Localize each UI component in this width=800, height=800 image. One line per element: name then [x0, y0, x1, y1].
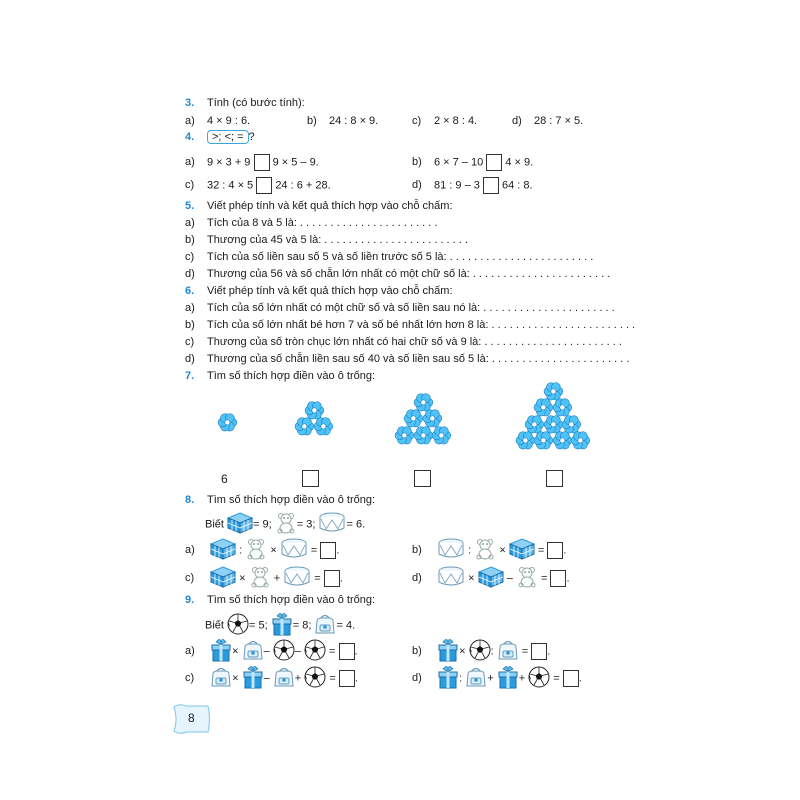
- q7-answer-box-2[interactable]: [414, 470, 431, 487]
- backpack-icon: [497, 639, 519, 664]
- q7-answer-box-1[interactable]: [302, 470, 319, 487]
- backpack-icon: [465, 666, 487, 691]
- q3-item-b: b) 24 : 8 × 9.: [307, 115, 379, 127]
- q8-title: Tìm số thích hợp điền vào ô trống:: [207, 494, 376, 506]
- q9-given: Biết = 5; = 8; = 4.: [205, 612, 355, 639]
- q6-number: 6.: [185, 285, 195, 297]
- drum-icon: [280, 538, 308, 563]
- q3-heading: [185, 97, 305, 109]
- q4-question-mark: ?: [248, 131, 255, 143]
- gift-box-icon: [242, 665, 264, 692]
- soccer-ball-icon: [528, 666, 550, 691]
- q4-heading: [185, 130, 255, 144]
- q9-title: Tìm số thích hợp điền vào ô trống:: [207, 594, 376, 606]
- compare-box-a[interactable]: [254, 154, 270, 171]
- gift-box-icon: [210, 638, 232, 665]
- q8-answer-box-c[interactable]: [324, 570, 340, 587]
- q4-item-c: c) 32 : 4 × 5 24 : 6 + 28.: [185, 177, 331, 194]
- teddy-bear-icon: [516, 566, 538, 591]
- q3-title: Tính (có bước tính):: [207, 97, 305, 109]
- teddy-bear-icon: [245, 538, 267, 563]
- soccer-ball-icon: [304, 666, 326, 691]
- gift-box-icon: [271, 612, 293, 639]
- q9-number: 9.: [185, 594, 195, 606]
- backpack-icon: [242, 639, 264, 664]
- soccer-ball-icon: [227, 613, 249, 638]
- q9-item-a: a) × – – = .: [185, 638, 358, 665]
- q6-item-c: c) Thương của số tròn chục lớn nhất có hai chữ số và 9 là: . . . . . . . . . . . . . . . . . . . . . . .: [185, 336, 622, 348]
- q6-title: Viết phép tính và kết quả thích hợp vào chỗ chấm:: [207, 285, 453, 297]
- teddy-bear-icon: [275, 512, 297, 537]
- q9-item-c: c) × – + = .: [185, 665, 358, 692]
- q9-item-b: b) × : = .: [412, 638, 550, 665]
- q3-item-a: a) 4 × 9 : 6.: [185, 115, 251, 127]
- q8-given: Biết = 9; = 3; = 6.: [205, 512, 365, 537]
- rubik-cube-icon: [210, 538, 236, 563]
- q3-number: 3.: [185, 97, 195, 109]
- drum-icon: [437, 538, 465, 563]
- q6-item-d: d) Thương của số chẵn liền sau số 40 và số liền sau số 5 là: . . . . . . . . . . . . . . . . . . . . . . .: [185, 353, 630, 365]
- q7-first-value: 6: [221, 472, 228, 486]
- q6-item-a: a) Tích của số lớn nhất có một chữ số và số liền sau nó là: . . . . . . . . . . . . . . . . . . . . . .: [185, 302, 615, 314]
- q9-answer-box-b[interactable]: [531, 643, 547, 660]
- q6-heading: [185, 285, 453, 297]
- q5-item-c: c) Tích của số liền sau số 5 và số liền trước số 5 là: . . . . . . . . . . . . . . . . . . . . . . . .: [185, 251, 594, 263]
- backpack-icon: [273, 666, 295, 691]
- q7-number: 7.: [185, 370, 195, 382]
- rubik-cube-icon: [509, 538, 535, 563]
- compare-box-c[interactable]: [256, 177, 272, 194]
- q4-item-d: d) 81 : 9 – 3 64 : 8.: [412, 177, 533, 194]
- q8-answer-box-d[interactable]: [550, 570, 566, 587]
- q9-answer-box-a[interactable]: [339, 643, 355, 660]
- q5-heading: [185, 200, 453, 212]
- flower-icon: [217, 412, 238, 436]
- drum-icon: [437, 566, 465, 591]
- q8-item-c: c) × + = .: [185, 566, 343, 591]
- gift-box-icon: [497, 665, 519, 692]
- flower-icon: [431, 425, 452, 449]
- q8-answer-box-a[interactable]: [320, 542, 336, 559]
- flower-icon: [313, 416, 334, 440]
- q8-answer-box-b[interactable]: [547, 542, 563, 559]
- q8-item-b: b) : × = .: [412, 538, 566, 563]
- q9-item-d: d) : + + = .: [412, 665, 582, 692]
- q8-item-a: a) : × = .: [185, 538, 339, 563]
- page-number-badge: [172, 703, 212, 735]
- soccer-ball-icon: [304, 639, 326, 664]
- soccer-ball-icon: [273, 639, 295, 664]
- q5-title: Viết phép tính và kết quả thích hợp vào chỗ chấm:: [207, 200, 453, 212]
- drum-icon: [283, 566, 311, 591]
- q7-heading: [185, 370, 375, 382]
- gift-box-icon: [437, 665, 459, 692]
- backpack-icon: [210, 666, 232, 691]
- q5-item-b: b) Thương của 45 và 5 là: . . . . . . . . . . . . . . . . . . . . . . . .: [185, 234, 468, 246]
- q8-number: 8.: [185, 494, 195, 506]
- compare-box-b[interactable]: [486, 154, 502, 171]
- q6-item-b: b) Tích của số lớn nhất bé hơn 7 và số bé nhất lớn hơn 8 là: . . . . . . . . . . . . . . . . . . . . . . . .: [185, 319, 636, 331]
- q7-title: Tìm số thích hợp điền vào ô trống:: [207, 370, 376, 382]
- gift-box-icon: [437, 638, 459, 665]
- q4-item-a: a) 9 × 3 + 9 9 × 5 – 9.: [185, 154, 319, 171]
- comparison-symbols: >; <; =: [207, 130, 249, 144]
- teddy-bear-icon: [249, 566, 271, 591]
- q3-item-c: c) 2 × 8 : 4.: [412, 115, 478, 127]
- compare-box-d[interactable]: [483, 177, 499, 194]
- q4-number: 4.: [185, 131, 195, 143]
- q4-item-b: b) 6 × 7 – 10 4 × 9.: [412, 154, 533, 171]
- q7-answer-box-3[interactable]: [546, 470, 563, 487]
- drum-icon: [318, 512, 346, 537]
- backpack-icon: [314, 613, 336, 638]
- q9-answer-box-c[interactable]: [339, 670, 355, 687]
- rubik-cube-icon: [478, 566, 504, 591]
- teddy-bear-icon: [474, 538, 496, 563]
- q5-item-a: a) Tích của 8 và 5 là: . . . . . . . . . . . . . . . . . . . . . . .: [185, 217, 438, 229]
- q9-answer-box-d[interactable]: [563, 670, 579, 687]
- rubik-cube-icon: [227, 512, 253, 537]
- soccer-ball-icon: [469, 639, 491, 664]
- page-number: 8: [188, 711, 195, 725]
- q3-item-d: d) 28 : 7 × 5.: [512, 115, 584, 127]
- flower-icon: [570, 430, 591, 454]
- q8-heading: [185, 494, 375, 506]
- q9-heading: [185, 594, 375, 606]
- q5-number: 5.: [185, 200, 195, 212]
- rubik-cube-icon: [210, 566, 236, 591]
- q5-item-d: d) Thương của 56 và số chẵn lớn nhất có một chữ số là: . . . . . . . . . . . . . . . . . . . . . . .: [185, 268, 611, 280]
- q8-item-d: d) × – = .: [412, 566, 570, 591]
